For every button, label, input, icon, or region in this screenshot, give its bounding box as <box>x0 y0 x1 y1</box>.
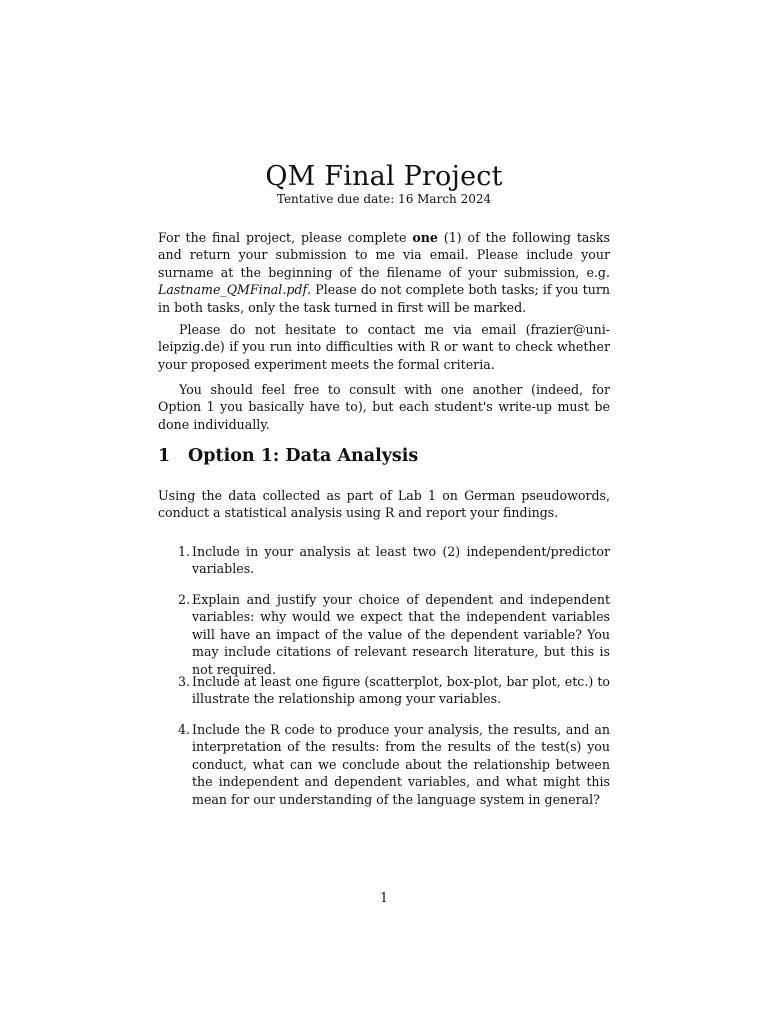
list-item-marker: 3. <box>177 674 190 689</box>
intro-p1-filename-example: Lastname_QMFinal.pdf <box>158 282 308 298</box>
intro-paragraph-2: Please do not hesitate to contact me via email (frazier@uni-leipzig.de) if you run into difficulties with R or want to check whether your proposed experiment meets the formal criteria. <box>158 322 610 372</box>
list-item-marker: 4. <box>177 722 190 737</box>
intro-p1-text-a: For the final project, please complete <box>158 230 413 245</box>
section-number: 1 <box>158 446 171 466</box>
list-item-text: Explain and justify your choice of dependent and independent variables: why would we expect that the independent variables will have an impact of the value of the dependent variable? You may include citations of relevant research literature, but this is not required. <box>192 592 610 677</box>
list-item-text: Include at least one figure (scatterplot, box-plot, bar plot, etc.) to illustrate the relationship among your variables. <box>192 674 610 707</box>
intro-p1-text-c: . Please do not complete both tasks; if you turn in both tasks, only the task turned in first will be marked. <box>158 282 610 315</box>
list-item-text: Include in your analysis at least two (2) independent/predictor variables. <box>192 544 610 577</box>
list-item-marker: 1. <box>177 544 190 559</box>
section-intro-paragraph: Using the data collected as part of Lab 1 on German pseudowords, conduct a statistical analysis using R and report your findings. <box>158 488 610 521</box>
list-item-marker: 2. <box>177 592 190 607</box>
intro-paragraph-1 <box>158 229 610 316</box>
section-heading <box>158 444 418 468</box>
intro-p1-emphasis-one: one <box>412 230 438 245</box>
page-title: QM Final Project <box>265 161 503 192</box>
intro-paragraph-3: You should feel free to consult with one another (indeed, for Option 1 you basically have to), but each student's write-up must be done individually. <box>158 382 610 432</box>
due-date-subtitle: Tentative due date: 16 March 2024 <box>276 192 492 206</box>
page-number: 1 <box>379 890 388 905</box>
intro-p1-text-b: (1) of the following tasks and return your submission to me via email. Please include your surname at the beginning of the filename of your submission, e.g. <box>158 230 610 280</box>
section-title: Option 1: Data Analysis <box>188 446 419 466</box>
list-item-text: Include the R code to produce your analysis, the results, and an interpretation of the results: from the results of the test(s) you conduct, what can we conclude about the relationship between the independent and dependent variables, and what might this mean for our understanding of the language system in general? <box>192 722 610 807</box>
